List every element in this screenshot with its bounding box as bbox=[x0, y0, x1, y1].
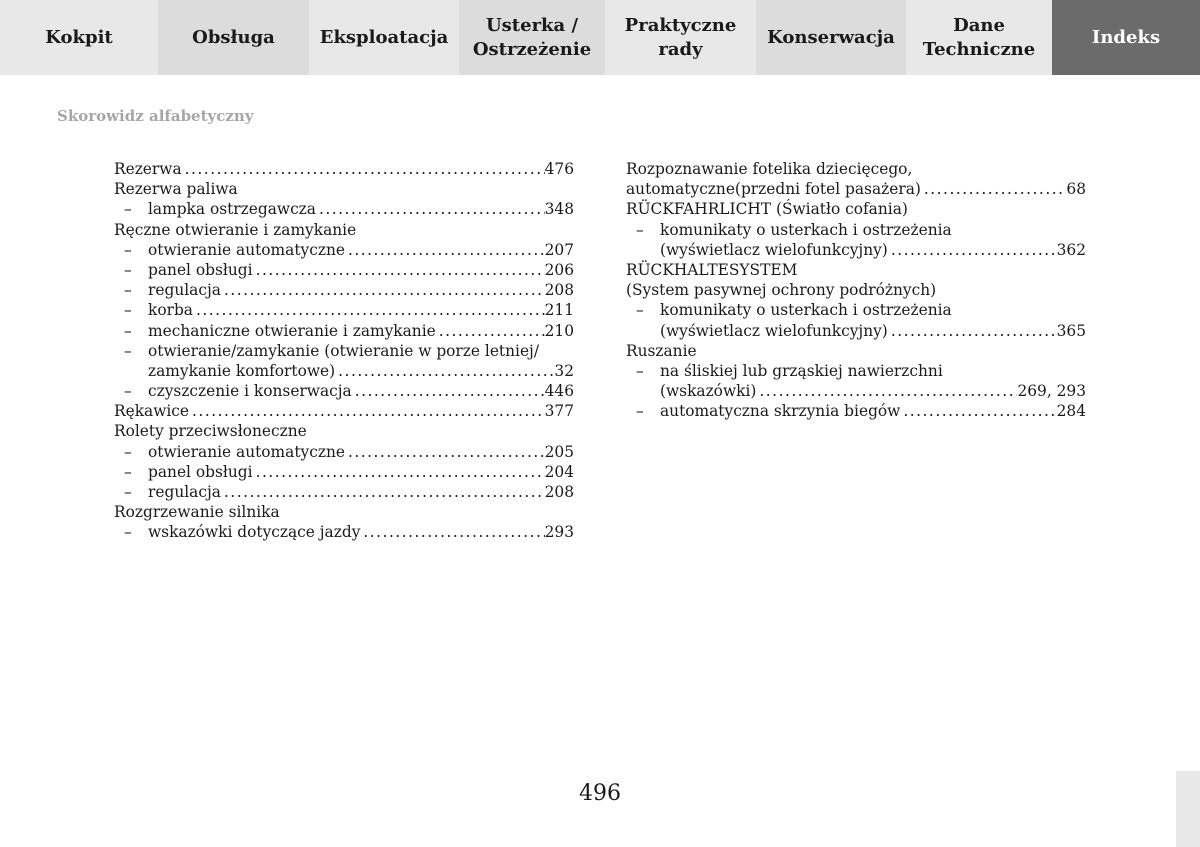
index-subentry: – automatyczna skrzynia biegów ..... 284 bbox=[626, 401, 1086, 421]
index-subentry: – korba ..... 211 bbox=[114, 300, 574, 320]
index-subentry: – regulacja ..... 208 bbox=[114, 280, 574, 300]
index-entry: Rękawice ..... 377 bbox=[114, 401, 574, 421]
index-entry: Rozpoznawanie fotelika dziecięcego, bbox=[626, 160, 913, 178]
tab-eksploatacja[interactable]: Eksploatacja bbox=[309, 0, 459, 75]
index-subentry: – komunikaty o usterkach i ostrzeżenia bbox=[636, 220, 952, 239]
index-column-right bbox=[626, 159, 1086, 421]
index-subentry: – otwieranie automatyczne ..... 207 bbox=[114, 240, 574, 260]
tab-indeks[interactable]: Indeks bbox=[1052, 0, 1200, 75]
section-title: Skorowidz alfabetyczny bbox=[57, 107, 254, 125]
tab-konserwacja[interactable]: Konserwacja bbox=[756, 0, 906, 75]
index-subentry: – na śliskiej lub grząskiej nawierzchni bbox=[636, 361, 943, 380]
tab-usterka-ostrzezenie[interactable]: Usterka / Ostrzeżenie bbox=[459, 0, 605, 75]
chapter-tabs bbox=[0, 0, 1200, 75]
index-subentry-continuation: (wskazówki) ..... 269, 293 bbox=[626, 381, 1086, 401]
tab-obsluga[interactable]: Obsługa bbox=[158, 0, 309, 75]
index-subentry: – otwieranie/zamykanie (otwieranie w porze letniej/ bbox=[124, 341, 540, 360]
index-subentry-continuation: (wyświetlacz wielofunkcyjny) ..... 362 bbox=[626, 240, 1086, 260]
index-subentry-continuation: zamykanie komfortowe) ..... 32 bbox=[114, 361, 574, 381]
index-subentry: – otwieranie automatyczne ..... 205 bbox=[114, 442, 574, 462]
index-column-left bbox=[114, 159, 574, 543]
index-entry-continuation: automatyczne(przedni fotel pasażera) ..... 68 bbox=[626, 179, 1086, 199]
index-entry: Rezerwa paliwa bbox=[114, 180, 238, 199]
index-subentry: – czyszczenie i konserwacja ..... 446 bbox=[114, 381, 574, 401]
index-subentry: – regulacja ..... 208 bbox=[114, 482, 574, 502]
index-subentry: – mechaniczne otwieranie i zamykanie ..... 210 bbox=[114, 321, 574, 341]
page-number: 496 bbox=[579, 781, 621, 806]
index-entry: Rolety przeciwsłoneczne bbox=[114, 422, 307, 441]
index-entry: Ruszanie bbox=[626, 341, 697, 360]
index-subentry-continuation: (wyświetlacz wielofunkcyjny) ..... 365 bbox=[626, 321, 1086, 341]
tab-dane-techniczne[interactable]: Dane Techniczne bbox=[906, 0, 1052, 75]
index-entry: Ręczne otwieranie i zamykanie bbox=[114, 220, 357, 239]
tab-kokpit[interactable]: Kokpit bbox=[0, 0, 158, 75]
index-entry: Rezerwa ..... 476 bbox=[114, 159, 574, 179]
index-entry: RÜCKFAHRLICHT (Światło cofania) bbox=[626, 200, 908, 219]
index-entry: RÜCKHALTESYSTEM bbox=[626, 260, 798, 279]
tab-praktyczne-rady[interactable]: Praktyczne rady bbox=[605, 0, 756, 75]
index-subentry: – panel obsługi ..... 204 bbox=[114, 462, 574, 482]
index-subentry: – panel obsługi ..... 206 bbox=[114, 260, 574, 280]
page-edge-tab bbox=[1176, 771, 1200, 847]
index-entry: Rozgrzewanie silnika bbox=[114, 503, 280, 522]
index-entry-continuation: (System pasywnej ochrony podróżnych) bbox=[626, 281, 937, 300]
index-subentry: – wskazówki dotyczące jazdy ..... 293 bbox=[114, 522, 574, 542]
index-subentry: – lampka ostrzegawcza ..... 348 bbox=[114, 199, 574, 219]
index-subentry: – komunikaty o usterkach i ostrzeżenia bbox=[636, 301, 952, 320]
